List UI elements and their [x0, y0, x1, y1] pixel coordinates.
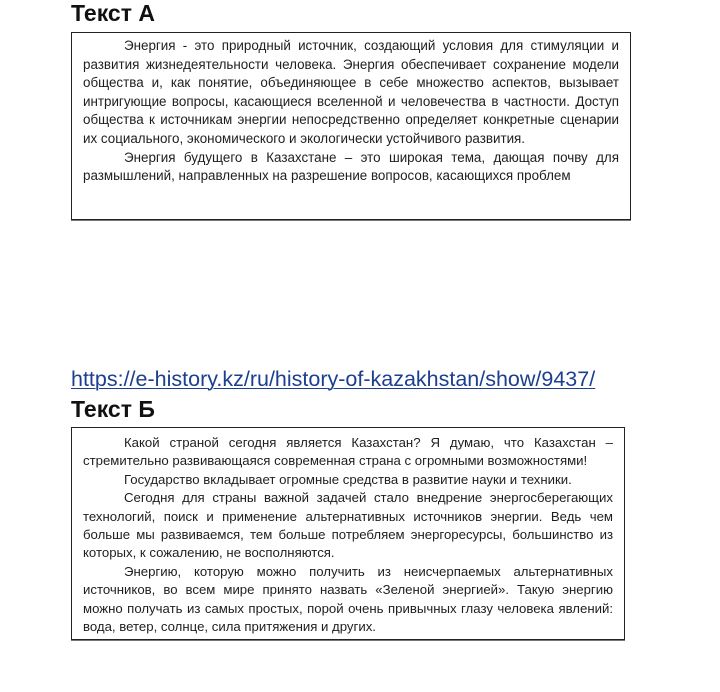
section-a-title: Текст А — [71, 0, 155, 26]
source-link[interactable]: https://e-history.kz/ru/history-of-kazakhstan/show/9437/ — [71, 367, 596, 391]
text-a-paragraph-2: Энергия будущего в Казахстане – это широкая тема, дающая почву для размышлений, направленных на разрешение вопросов, касающихся проблем — [83, 149, 619, 184]
section-b-title: Текст Б — [71, 396, 155, 422]
text-b-paragraph-4: Энергию, которую можно получить из неисчерпаемых альтернативных источников, во всем мире принято назвать «Зеленой энергией». Такую энергию можно получать из самых простых, порой очень привычных глазу человека явлений: вода, ветер, солнце, сила притяжения и других. — [83, 563, 613, 635]
text-a-box — [71, 32, 631, 220]
text-b-box — [71, 427, 625, 640]
text-b-paragraph-1: Какой страной сегодня является Казахстан? Я думаю, что Казахстан – стремительно развивающаяся современная страна с огромными возможностями! — [83, 435, 613, 469]
text-b-paragraph-2: Государство вкладывает огромные средства в развитие науки и техники. — [124, 471, 572, 487]
text-b-paragraph-3: Сегодня для страны важной задачей стало внедрение энергосберегающих технологий, поиск и применение альтернативных источников энергии. Ведь чем больше мы развиваемся, тем больше потребляем энергоресурсы, большинство из которых, к сожалению, не восполняются. — [83, 490, 613, 561]
text-a-paragraph-1: Энергия - это природный источник, создающий условия для стимуляции и развития жизнедеятельности человека. Энергия обеспечивает сохранение модели общества и, как понятие, объединяющее в себе множество аспектов, вызывает интригующие вопросы, касающиеся вселенной и человечества в частности. Доступ общества к источникам энергии непосредственно определяет конкретные сценарии их социального, экономического и экологически устойчивого развития. — [83, 38, 619, 146]
